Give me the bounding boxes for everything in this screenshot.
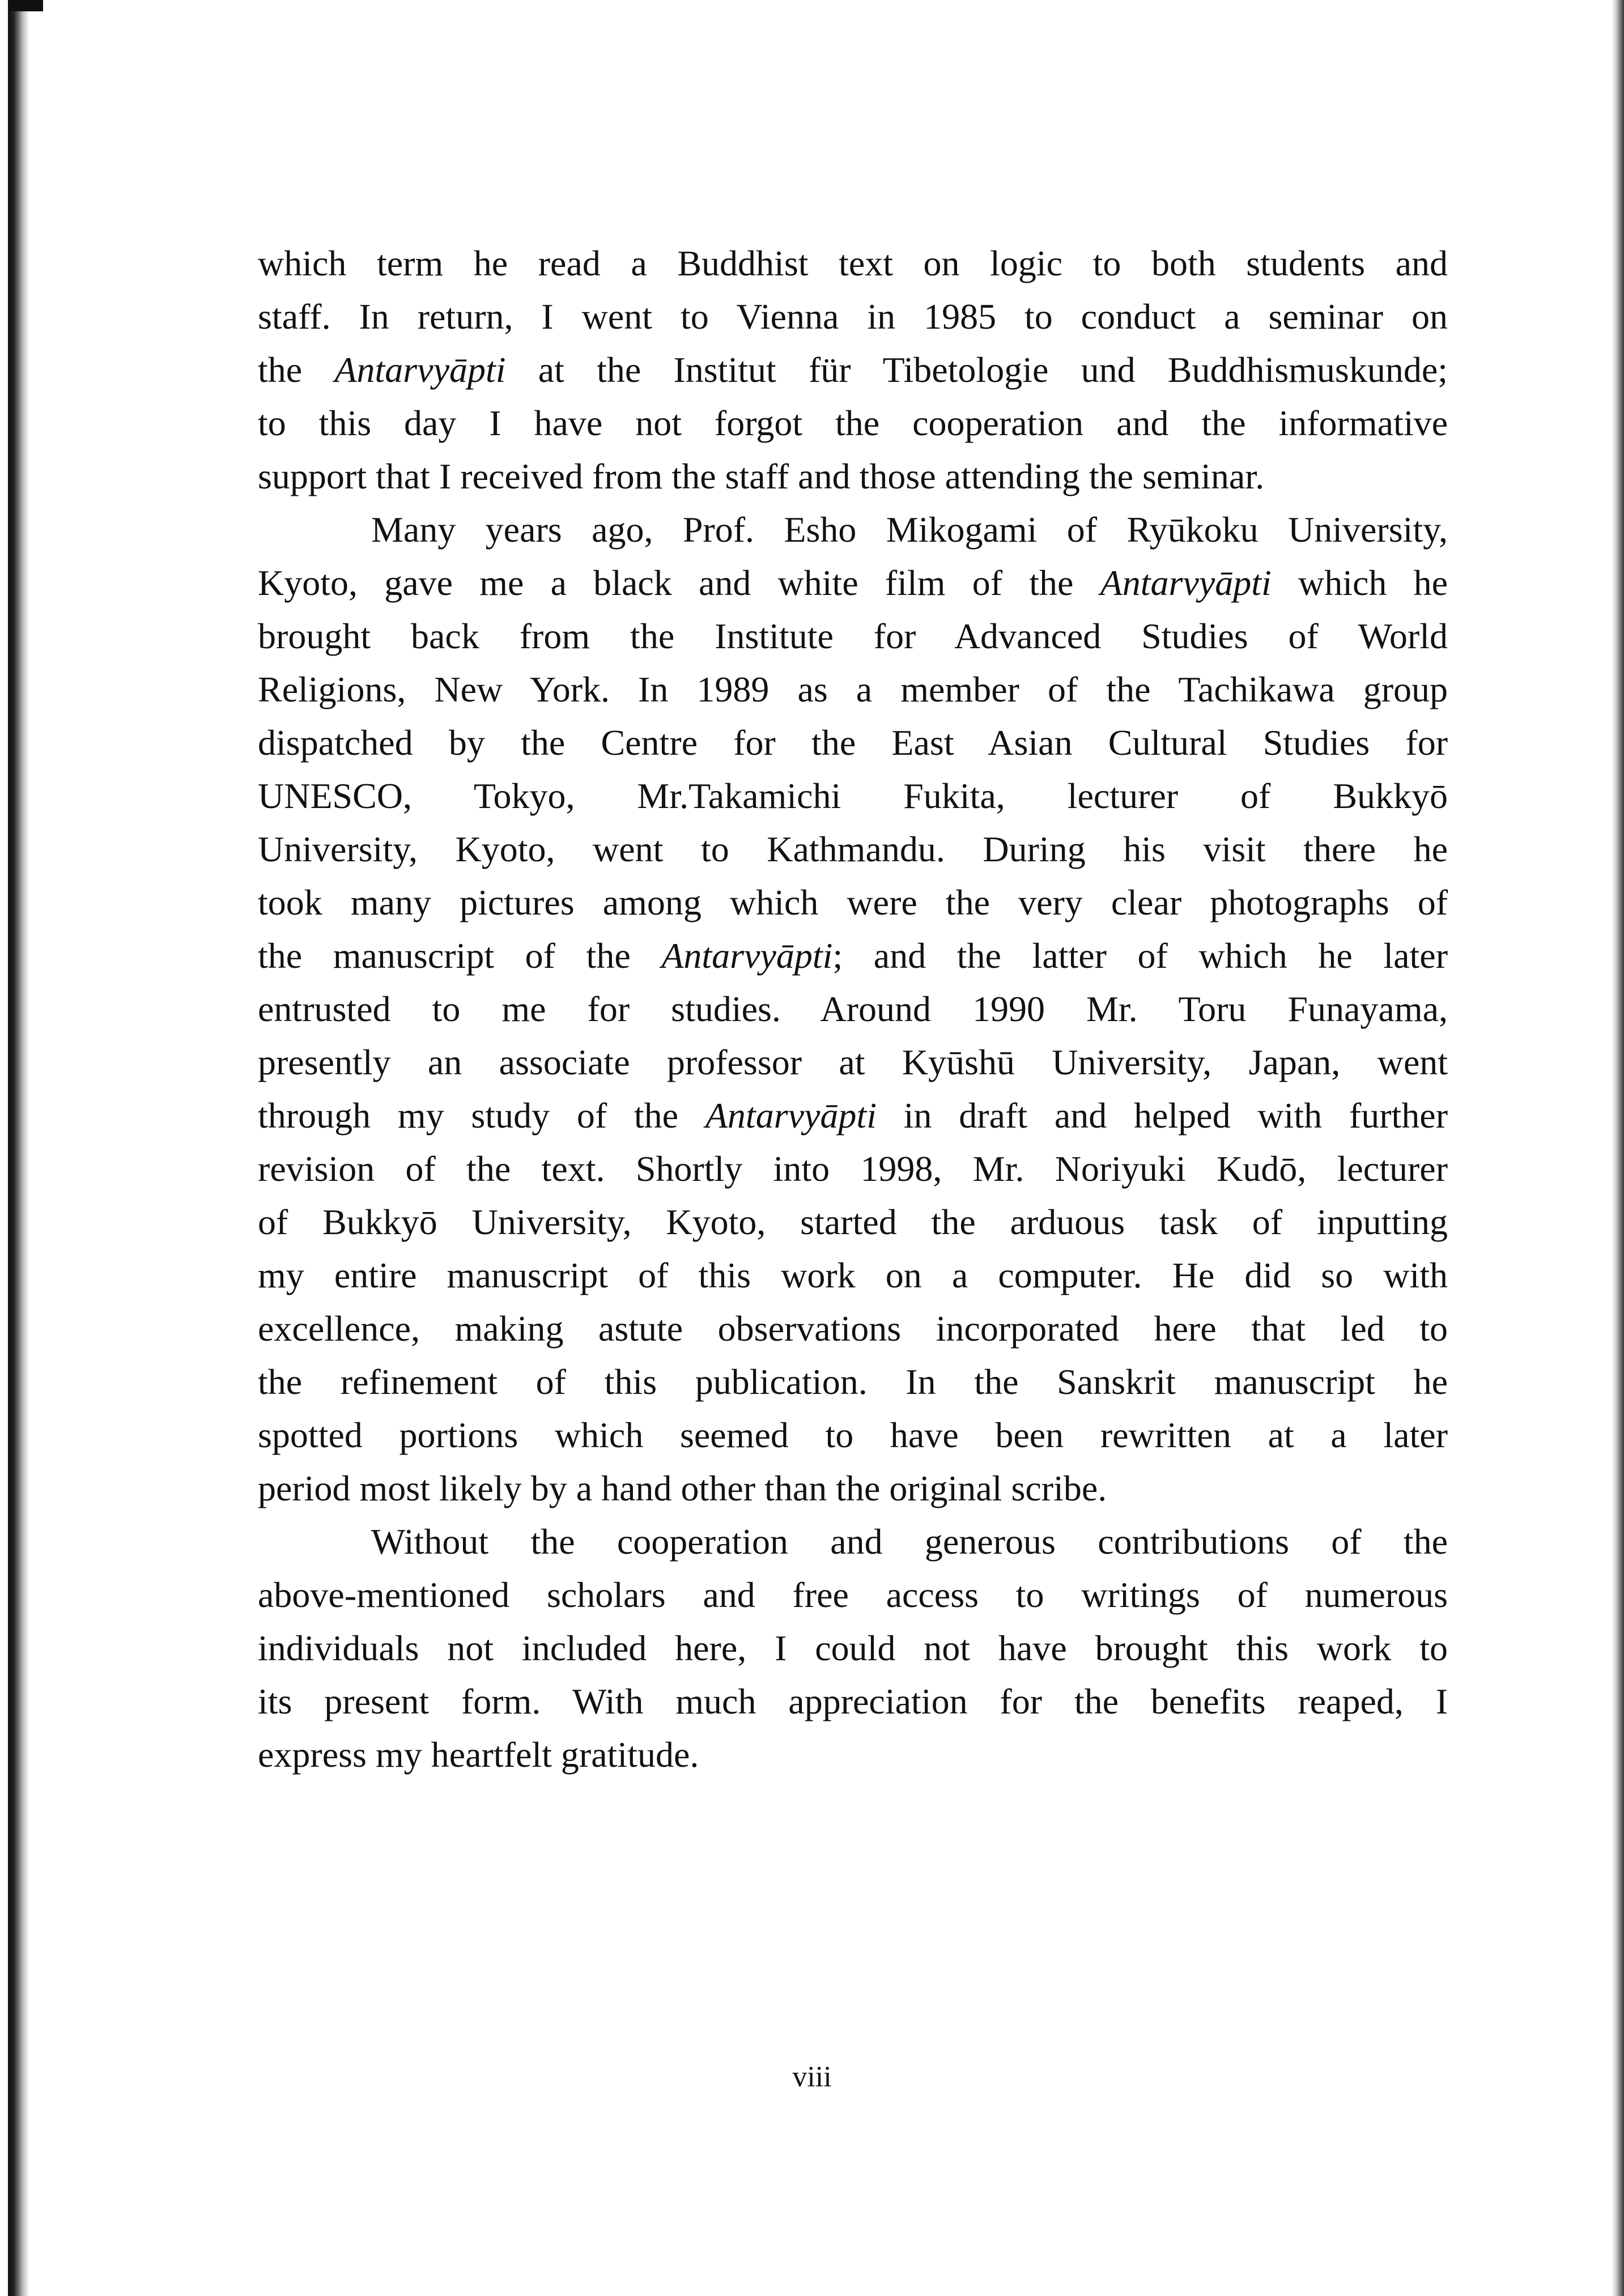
- scan-edge-right: [1612, 0, 1624, 2296]
- text-line: spotted portions which seemed to have been rewritten at a later: [258, 1415, 1448, 1455]
- italic-title-term: Antarvyāpti: [661, 936, 833, 976]
- text-line: the manuscript of the Antarvyāpti; and the latter of which he later: [258, 936, 1448, 976]
- text-line: period most likely by a hand other than the original scribe.: [258, 1468, 1107, 1508]
- text-line: my entire manuscript of this work on a computer. He did so with: [258, 1255, 1448, 1295]
- text-line: excellence, making astute observations incorporated here that led to: [258, 1308, 1448, 1349]
- text-line: through my study of the Antarvyāpti in draft and helped with further: [258, 1095, 1448, 1136]
- text-line: brought back from the Institute for Advanced Studies of World: [258, 616, 1448, 656]
- text-line: dispatched by the Centre for the East Asian Cultural Studies for: [258, 722, 1448, 763]
- text-line: presently an associate professor at Kyūshū University, Japan, went: [258, 1042, 1448, 1082]
- text-line: Kyoto, gave me a black and white film of the Antarvyāpti which he: [258, 563, 1448, 603]
- text-line: Without the cooperation and generous contributions of the: [371, 1521, 1448, 1562]
- text-line: individuals not included here, I could not have brought this work to: [258, 1628, 1448, 1668]
- text-line: entrusted to me for studies. Around 1990 Mr. Toru Funayama,: [258, 989, 1448, 1029]
- body-text: [258, 237, 1448, 1781]
- italic-title-term: Antarvyāpti: [334, 350, 506, 390]
- page-number: viii: [792, 2061, 832, 2093]
- text-line: Many years ago, Prof. Esho Mikogami of Ryūkoku University,: [371, 509, 1448, 550]
- italic-title-term: Antarvyāpti: [1100, 563, 1272, 603]
- text-line: which term he read a Buddhist text on logic to both students and: [258, 243, 1448, 283]
- text-line: above-mentioned scholars and free access to writings of numerous: [258, 1575, 1448, 1615]
- text-line: UNESCO, Tokyo, Mr.Takamichi Fukita, lecturer of Bukkyō: [258, 776, 1448, 816]
- paragraph-2: [258, 503, 1448, 1515]
- scan-edge-left: [8, 0, 29, 2296]
- italic-title-term: Antarvyāpti: [705, 1095, 877, 1136]
- paragraph-3: [258, 1515, 1448, 1781]
- scan-edge-left-notch: [8, 0, 43, 11]
- text-line: Religions, New York. In 1989 as a member of the Tachikawa group: [258, 669, 1448, 709]
- text-line: the refinement of this publication. In the Sanskrit manuscript he: [258, 1362, 1448, 1402]
- text-line: its present form. With much appreciation for the benefits reaped, I: [258, 1681, 1448, 1721]
- text-line: the Antarvyāpti at the Institut für Tibetologie und Buddhismuskunde;: [258, 350, 1448, 390]
- paragraph-1: [258, 237, 1448, 503]
- text-line: express my heartfelt gratitude.: [258, 1734, 699, 1775]
- text-line: of Bukkyō University, Kyoto, started the arduous task of inputting: [258, 1202, 1448, 1242]
- text-line: support that I received from the staff and those attending the seminar.: [258, 456, 1265, 496]
- text-line: staff. In return, I went to Vienna in 1985 to conduct a seminar on: [258, 296, 1448, 337]
- text-line: University, Kyoto, went to Kathmandu. During his visit there he: [258, 829, 1448, 869]
- text-line: took many pictures among which were the very clear photographs of: [258, 882, 1448, 922]
- text-line: to this day I have not forgot the cooperation and the informative: [258, 403, 1448, 443]
- text-line: revision of the text. Shortly into 1998, Mr. Noriyuki Kudō, lecturer: [258, 1149, 1448, 1189]
